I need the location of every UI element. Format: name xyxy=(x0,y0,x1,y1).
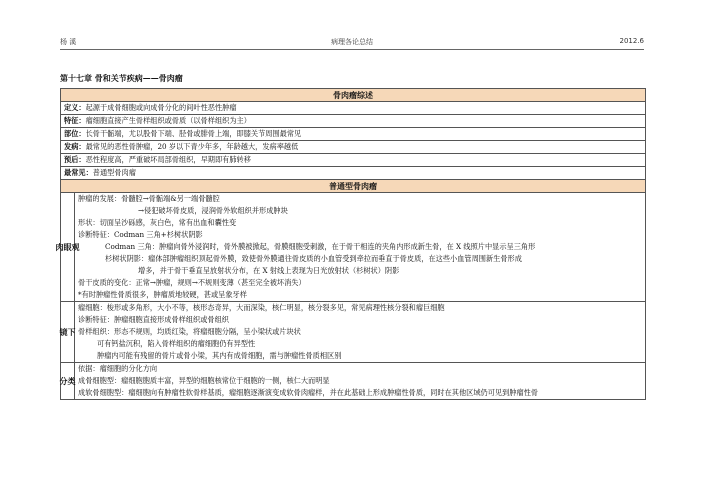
overview-row-text: 普通型骨肉瘤 xyxy=(92,168,136,177)
section-line: 骨样组织：形态不规则，均质红染，将瘤细胞分隔，呈小梁状或片块状 xyxy=(78,327,301,336)
micro-side-label xyxy=(61,302,75,362)
page-header xyxy=(60,37,644,49)
overview-row-text: 起源于成骨细胞或向成骨分化的间叶性恶性肿瘤 xyxy=(85,103,237,112)
overview-row-text: 长骨干骺端，尤以股骨下端、胫骨或腓骨上端，即膝关节周围最常见 xyxy=(85,129,302,138)
side-label-char: 分 xyxy=(59,375,68,386)
overview-row-text: 瘤细胞直接产生骨样组织或骨质（以骨样组织为主） xyxy=(85,116,251,125)
content-table xyxy=(55,88,646,400)
side-label-char: 观 xyxy=(71,241,80,252)
section-line: 成软骨细胞型：瘤细胞向有肿瘤性软骨样基质，瘤细胞逐渐演变成软骨肉瘤样，并在此基础上形成肿瘤性骨质，同时在其他区域仍可见到肿瘤性骨 xyxy=(78,388,539,397)
section-line: 肿瘤的发展：骨髓腔→骨骺端&另一端骨髓腔 xyxy=(78,194,220,203)
gross-side-label xyxy=(55,193,80,301)
side-label-char: 下 xyxy=(67,326,76,337)
overview-row-label: 特征： xyxy=(64,116,86,125)
header-title: 病理各论总结 xyxy=(331,38,373,46)
section-line: 瘤细胞：梭形或多角形，大小不等，核形态奇异，大而深染，核仁明显，核分裂多见，常见病理性核分裂和瘤巨细胞 xyxy=(78,303,445,312)
overview-row xyxy=(61,115,645,128)
side-label-char: 类 xyxy=(67,375,76,386)
overview-row-label: 预后： xyxy=(64,155,86,164)
classification-side-label xyxy=(61,363,75,399)
overview-row-label: 发病： xyxy=(64,142,86,151)
chapter-title: 第十七章 骨和关节疾病——骨肉瘤 xyxy=(60,73,183,83)
overview-row xyxy=(61,128,645,141)
section-line: 骨干皮质的变化：正常→肿瘤，规则→不规则变薄（甚至完全被坏消失） xyxy=(78,278,306,287)
section-line: Codman 三角：肿瘤向骨外浸润时，骨外膜被掀起，骨膜细胞受刺激，在于骨干相连的夹角内形成新生骨，在 X 线照片中显示呈三角形 xyxy=(105,242,536,251)
overview-row-label: 定义： xyxy=(64,103,86,112)
section-line: 形状：切面呈沙砾感，灰白色，常有出血和囊性变 xyxy=(78,218,237,227)
section-line: 肿瘤内可能有残留的骨片或骨小梁，其内有成骨细胞，需与肿瘤性骨质相区别 xyxy=(97,351,342,360)
side-label-char: 肉 xyxy=(55,241,64,252)
section-line: *有时肿瘤性骨质很多，肿瘤质地较硬，甚或呈象牙样 xyxy=(78,290,247,299)
header-date: 2012.6 xyxy=(619,37,644,45)
overview-row-label: 最常见： xyxy=(64,168,93,177)
section-line: →侵犯破坏骨皮质，浸润骨外软组织并形成肿块 xyxy=(138,206,288,215)
classification-section xyxy=(61,363,645,399)
section-line: 诊断特征：Codman 三角+杉树状阴影 xyxy=(78,230,203,239)
ordinary-band: 普通型骨肉瘤 xyxy=(61,180,645,193)
section-line: 增多，并于骨干垂直呈放射状分布，在 X 射线上表现为日光放射状（杉树状）阴影 xyxy=(138,266,400,275)
section-line: 可有钙盐沉积，陷入骨样组织的瘤细胞仍有异型性 xyxy=(97,339,256,348)
header-divider xyxy=(60,49,644,50)
section-line: 诊断特征：肿瘤细胞直接形成骨样组织或骨组织 xyxy=(78,315,229,324)
micro-section xyxy=(61,302,645,363)
classification-body xyxy=(75,363,645,399)
overview-row-text: 最常见的恶性骨肿瘤，20 岁以下青少年多，年龄越大，发病率越低 xyxy=(85,142,299,151)
section-line: 成骨细胞型：瘤细胞胞质丰富，异型的细胞核常位于细胞的一侧，核仁大而明显 xyxy=(78,376,330,385)
section-line: 杉树状阴影：瘤体部肿瘤组织顶起骨外膜，致使骨外膜通往骨皮质的小血管受到牵拉而垂直于骨皮质，在这些小血管周围新生骨形成 xyxy=(105,254,522,263)
overview-row-label: 部位： xyxy=(64,129,86,138)
side-label-char: 眼 xyxy=(63,241,72,252)
gross-section xyxy=(55,193,645,302)
overview-rows xyxy=(61,102,645,180)
overview-band: 骨肉瘤综述 xyxy=(61,89,645,102)
micro-body xyxy=(75,302,645,362)
header-author: 杨 溪 xyxy=(60,38,77,46)
overview-row xyxy=(61,167,645,180)
overview-row-text: 恶性程度高，严重破坏局部骨组织，早期即有肺转移 xyxy=(85,155,251,164)
section-line: 依据：瘤细胞的分化方向 xyxy=(78,364,158,373)
side-label-char: 镜 xyxy=(59,326,68,337)
overview-row xyxy=(61,154,645,167)
gross-body xyxy=(75,193,645,301)
overview-row xyxy=(61,102,645,115)
overview-row xyxy=(61,141,645,154)
